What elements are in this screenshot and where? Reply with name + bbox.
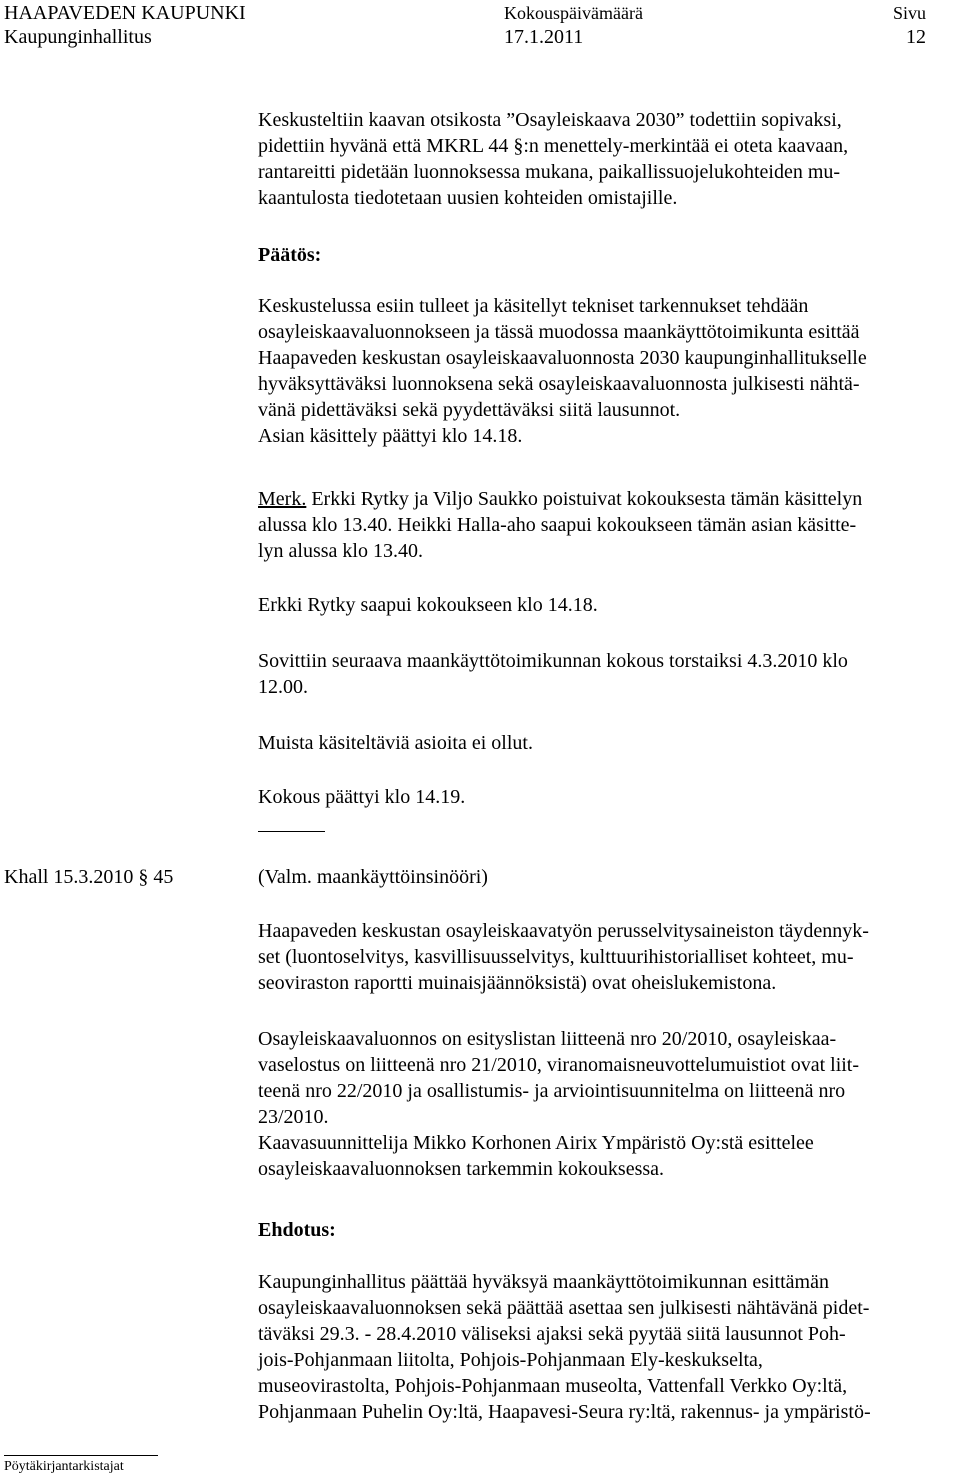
note-label: Merk. xyxy=(258,488,307,510)
footer-label: Pöytäkirjantarkistajat xyxy=(4,1459,124,1474)
meeting-end: Kokous päättyi klo 14.19. xyxy=(258,786,466,808)
body-name: Kaupunginhallitus xyxy=(4,26,152,48)
attachments-line: teenä nro 22/2010 ja osallistumis- ja arviointisuunnitelma on liitteenä nro xyxy=(258,1080,846,1102)
attachments-line: osayleiskaavaluonnoksen tarkemmin kokouksessa. xyxy=(258,1158,665,1180)
page-label: Sivu xyxy=(893,3,927,23)
proposal-line: osayleiskaavaluonnoksen sekä päättää asettaa sen julkisesti nähtävänä pidet- xyxy=(258,1297,870,1319)
attachments-paragraph xyxy=(258,1026,958,1182)
note-paragraph xyxy=(258,486,958,564)
decision-paragraph xyxy=(258,293,958,449)
attachments-line: Osayleiskaavaluonnos on esityslistan liitteenä nro 20/2010, osayleiskaa- xyxy=(258,1028,837,1050)
proposal-line: museovirastolta, Pohjois-Pohjanmaan museolta, Vattenfall Verkko Oy:ltä, xyxy=(258,1375,848,1397)
note-line: alussa klo 13.40. Heikki Halla-aho saapui kokoukseen tämän asian käsitte- xyxy=(258,514,857,536)
intro-line: kaantulosta tiedotetaan uusien kohteiden omistajille. xyxy=(258,187,678,209)
supplements-paragraph xyxy=(258,918,958,996)
proposal-line: jois-Pohjanmaan liitolta, Pohjois-Pohjanmaan Ely-keskukselta, xyxy=(258,1349,763,1371)
footer-signature-line xyxy=(4,1455,158,1456)
attachments-line: Kaavasuunnittelija Mikko Korhonen Airix Ympäristö Oy:stä esittelee xyxy=(258,1132,814,1154)
page-number: 12 xyxy=(906,26,926,48)
proposal-line: täväksi 29.3. - 28.4.2010 väliseksi ajaksi sekä pyytää siitä lausunnot Poh- xyxy=(258,1323,846,1345)
supplements-line: set (luontoselvitys, kasvillisuusselvitys, kulttuurihistorialliset kohteet, mu- xyxy=(258,946,854,968)
note-first-line xyxy=(258,486,958,512)
proposal-paragraph xyxy=(258,1269,958,1425)
decision-line: Asian käsittely päättyi klo 14.18. xyxy=(258,425,523,447)
decision-heading: Päätös: xyxy=(258,244,322,266)
attachments-line: vaselostus on liitteenä nro 21/2010, viranomaisneuvottelumuistiot ovat liit- xyxy=(258,1054,860,1076)
attachments-line: 23/2010. xyxy=(258,1106,329,1128)
intro-line: Keskusteltiin kaavan otsikosta ”Osayleiskaava 2030” todettiin sopivaksi, xyxy=(258,109,842,131)
other-matters: Muista käsiteltäviä asioita ei ollut. xyxy=(258,732,533,754)
next-meeting-paragraph xyxy=(258,648,958,700)
next-meeting-line: 12.00. xyxy=(258,676,308,698)
intro-line: rantareitti pidetään luonnoksessa mukana, paikallissuojelukohteiden mu- xyxy=(258,161,841,183)
meeting-date: 17.1.2011 xyxy=(504,26,584,48)
proposal-line: Pohjanmaan Puhelin Oy:ltä, Haapavesi-Seura ry:ltä, rakennus- ja ympäristö- xyxy=(258,1401,871,1423)
decision-line: hyväksyttäväksi luonnoksena sekä osayleiskaavaluonnosta julkisesti nähtä- xyxy=(258,373,860,395)
arrival-note: Erkki Rytky saapui kokoukseen klo 14.18. xyxy=(258,594,598,616)
proposal-line: Kaupunginhallitus päättää hyväksyä maankäyttötoimikunnan esittämän xyxy=(258,1271,829,1293)
decision-line: Keskustelussa esiin tulleet ja käsitellyt tekniset tarkennukset tehdään xyxy=(258,295,809,317)
intro-paragraph xyxy=(258,107,958,211)
section-presenter: (Valm. maankäyttöinsinööri) xyxy=(258,866,488,888)
decision-line: osayleiskaavaluonnokseen ja tässä muodossa maankäyttötoimikunta esittää xyxy=(258,321,860,343)
note-line: lyn alussa klo 13.40. xyxy=(258,540,423,562)
section-reference: Khall 15.3.2010 § 45 xyxy=(4,866,174,888)
intro-line: pidettiin hyvänä että MKRL 44 §:n menettely-merkintää ei oteta kaavaan, xyxy=(258,135,849,157)
supplements-line: Haapaveden keskustan osayleiskaavatyön perusselvitysaineiston täydennyk- xyxy=(258,920,869,942)
supplements-line: seoviraston raportti muinaisjäännöksistä) ovat oheislukemistona. xyxy=(258,972,777,994)
decision-line: vänä pidettäväksi sekä pyydettäväksi siitä lausunnot. xyxy=(258,399,681,421)
note-first-line-text: Erkki Rytky ja Viljo Saukko poistuivat kokouksesta tämän käsittelyn xyxy=(306,488,863,510)
section-divider xyxy=(258,831,325,832)
proposal-heading: Ehdotus: xyxy=(258,1219,336,1241)
decision-line: Haapaveden keskustan osayleiskaavaluonnosta 2030 kaupunginhallitukselle xyxy=(258,347,867,369)
municipality-name: HAAPAVEDEN KAUPUNKI xyxy=(4,2,246,24)
date-label: Kokouspäivämäärä xyxy=(504,3,643,23)
next-meeting-line: Sovittiin seuraava maankäyttötoimikunnan kokous torstaiksi 4.3.2010 klo xyxy=(258,650,848,672)
